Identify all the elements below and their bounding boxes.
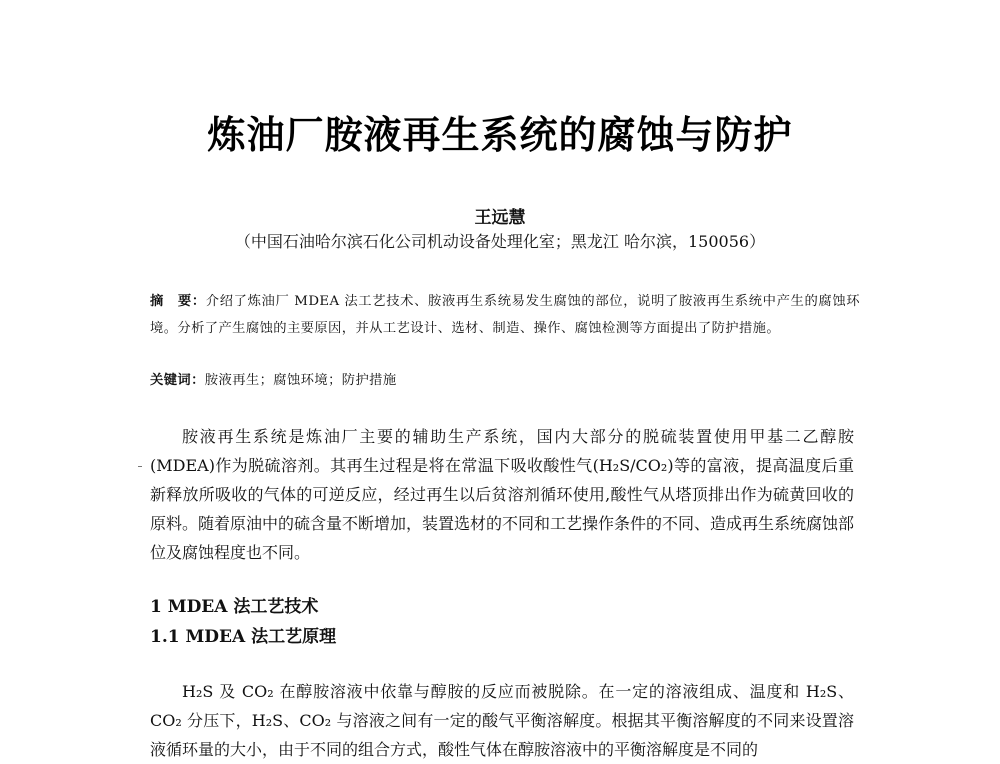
section-heading: 1 MDEA 法工艺技术 [150, 597, 319, 617]
intro-paragraph: 胺液再生系统是炼油厂主要的辅助生产系统，国内大部分的脱硫装置使用甲基二乙醇胺(MDEA)作为脱硫溶剂。其再生过程是将在常温下吸收酸性气(H₂S/CO₂)等的富液，提高温度后重新释放所吸收的气体的可逆反应，经过再生以后贫溶剂循环使用,酸性气从塔顶排出作为硫黄回收的原料。随着原油中的硫含量不断增加，装置选材的不同和工艺操作条件的不同、造成再生系统腐蚀部位及腐蚀程度也不同。 [150, 427, 855, 562]
abstract [150, 288, 860, 342]
scan-mark [138, 466, 142, 467]
abstract-label: 摘 要： [150, 294, 206, 309]
keywords [150, 369, 860, 388]
subsection-heading: 1.1 MDEA 法工艺原理 [150, 627, 337, 647]
author-affiliation: （中国石油哈尔滨石化公司机动设备处理化室；黑龙江 哈尔滨，150056） [234, 232, 766, 251]
section-paragraph: H₂S 及 CO₂ 在醇胺溶液中依靠与醇胺的反应而被脱除。在一定的溶液组成、温度和 H₂S、CO₂ 分压下，H₂S、CO₂ 与溶液之间有一定的酸气平衡溶解度。根据其平衡溶解度的不同来设置溶液循环量的大小，由于不同的组合方式，酸性气体在醇胺溶液中的平衡溶解度是不同的 [150, 682, 854, 759]
abstract-text: 介绍了炼油厂 MDEA 法工艺技术、胺液再生系统易发生腐蚀的部位，说明了胺液再生系统中产生的腐蚀环境。分析了产生腐蚀的主要原因，并从工艺设计、选材、制造、操作、腐蚀检测等方面提出了防护措施。 [150, 294, 860, 336]
author-name: 王远慧 [474, 208, 526, 228]
paper-title: 炼油厂胺液再生系统的腐蚀与防护 [207, 113, 793, 157]
keywords-text: 胺液再生；腐蚀环境；防护措施 [204, 373, 397, 388]
keywords-label: 关键词： [150, 373, 205, 388]
